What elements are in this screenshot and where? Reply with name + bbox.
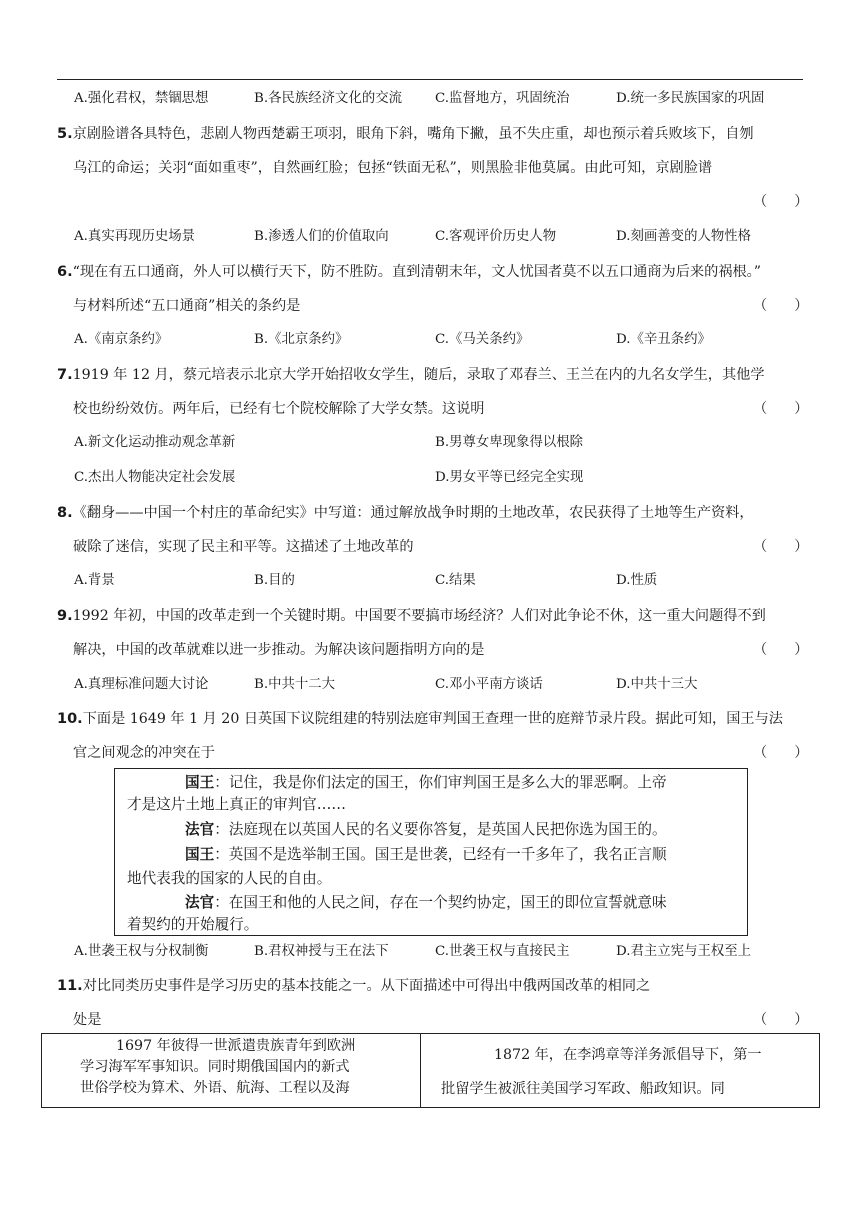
q10-option-b[interactable]: B.君权神授与王在法下 <box>254 944 389 959</box>
question-9-number: 9. <box>57 608 73 624</box>
q6-option-b[interactable]: B.《北京条约》 <box>254 332 349 347</box>
answer-blank-5[interactable]: （ ） <box>753 194 809 210</box>
dialogue-line-5: 地代表我的国家的人民的自由。 <box>127 870 332 887</box>
q7-option-a[interactable]: A.新文化运动推动观念革新 <box>74 435 236 450</box>
q7-option-b[interactable]: B.男尊女卑现象得以根除 <box>435 435 584 450</box>
prev-option-c[interactable]: C.监督地方，巩固统治 <box>435 91 570 106</box>
answer-blank-8[interactable]: （ ） <box>753 539 809 555</box>
question-8-line-2: 破除了迷信，实现了民主和平等。这描述了土地改革的 <box>73 539 414 555</box>
comparison-table <box>41 1033 820 1108</box>
question-6-line-2: 与材料所述“五口通商”相关的条约是 <box>73 298 301 314</box>
q10-option-c[interactable]: C.世袭王权与直接民主 <box>435 944 570 959</box>
trial-dialogue-box <box>114 768 748 936</box>
q5-option-c[interactable]: C.客观评价历史人物 <box>435 229 557 244</box>
dialogue-line-7: 着契约的开始履行。 <box>127 916 259 933</box>
dialogue-line-4: 国王：英国不是选举制王国。国王是世袭，已经有一千多年了，我名正言顺 <box>185 846 667 863</box>
q9-option-b[interactable]: B.中共十二大 <box>254 677 336 692</box>
q10-option-d[interactable]: D.君主立宪与王权至上 <box>616 944 752 959</box>
answer-blank-9[interactable]: （ ） <box>753 642 809 658</box>
prev-option-a[interactable]: A.强化君权，禁锢思想 <box>74 91 209 106</box>
question-7-number: 7. <box>57 367 73 383</box>
q7-option-d[interactable]: D.男女平等已经完全实现 <box>435 470 584 485</box>
speaker-king: 国王 <box>185 846 215 863</box>
dialogue-line-3: 法官：法庭现在以英国人民的名义要你答复，是英国人民把你选为国王的。 <box>185 821 667 838</box>
prev-option-b[interactable]: B.各民族经济文化的交流 <box>254 91 403 106</box>
question-7-line-1: 7.1919 年 12 月，蔡元培表示北京大学开始招收女学生，随后，录取了邓春兰、王兰在内的九名女学生，其他学 <box>57 367 765 383</box>
question-5-line-1: 5.京剧脸谱各具特色，悲剧人物西楚霸王项羽，眼角下斜，嘴角下撇，虽不失庄重，却也预示着兵败垓下，自刎 <box>57 126 754 142</box>
q8-option-a[interactable]: A.背景 <box>74 573 115 588</box>
question-10-line-1: 10.下面是 1649 年 1 月 20 日英国下议院组建的特别法庭审判国王查理一世的庭辩节录片段。据此可知，国王与法 <box>57 711 783 727</box>
question-9-line-2: 解决，中国的改革就难以进一步推动。为解决该问题指明方向的是 <box>73 642 485 658</box>
q7-option-c[interactable]: C.杰出人物能决定社会发展 <box>74 470 236 485</box>
speaker-king: 国王 <box>185 774 215 791</box>
question-9-line-1: 9.1992 年初，中国的改革走到一个关键时期。中国要不要搞市场经济？人们对此争论不休，这一重大问题得不到 <box>57 608 766 624</box>
china-cell-line-1: 1872 年，在李鸿章等洋务派倡导下，第一 <box>494 1047 762 1063</box>
q5-option-d[interactable]: D.刻画善变的人物性格 <box>616 229 752 244</box>
answer-blank-6[interactable]: （ ） <box>753 298 809 314</box>
q8-option-d[interactable]: D.性质 <box>616 573 658 588</box>
q6-option-d[interactable]: D.《辛丑条约》 <box>616 332 711 347</box>
q8-option-b[interactable]: B.目的 <box>254 573 295 588</box>
q6-option-c[interactable]: C.《马关条约》 <box>435 332 530 347</box>
q5-option-a[interactable]: A.真实再现历史场景 <box>74 229 196 244</box>
dialogue-line-6: 法官：在国王和他的人民之间，存在一个契约协定，国王的即位宣誓就意味 <box>185 894 667 911</box>
speaker-judge: 法官 <box>185 821 215 838</box>
question-6-line-1: 6.“现在有五口通商，外人可以横行天下，防不胜防。直到清朝末年，文人忧国者莫不以五口通商为后来的祸根。” <box>57 264 762 280</box>
question-10-number: 10. <box>57 711 83 727</box>
russia-cell-line-3: 世俗学校为算术、外语、航海、工程以及海 <box>80 1080 350 1096</box>
question-11-line-1: 11.对比同类历史事件是学习历史的基本技能之一。从下面描述中可得出中俄两国改革的相同之 <box>57 978 651 994</box>
question-10-line-2: 官之间观念的冲突在于 <box>73 745 215 761</box>
q10-option-a[interactable]: A.世袭王权与分权制衡 <box>74 944 209 959</box>
question-8-number: 8. <box>57 505 73 521</box>
russia-cell-line-2: 学习海军军事知识。同时期俄国国内的新式 <box>80 1059 350 1075</box>
q8-option-c[interactable]: C.结果 <box>435 573 476 588</box>
question-7-line-2: 校也纷纷效仿。两年后，已经有七个院校解除了大学女禁。这说明 <box>73 401 485 417</box>
question-6-number: 6. <box>57 264 73 280</box>
q9-option-c[interactable]: C.邓小平南方谈话 <box>435 677 543 692</box>
q9-option-a[interactable]: A.真理标准问题大讨论 <box>74 677 209 692</box>
speaker-judge: 法官 <box>185 894 215 911</box>
q6-option-a[interactable]: A.《南京条约》 <box>74 332 169 347</box>
question-5-line-2: 乌江的命运；关羽“面如重枣”，自然画红脸；包拯“铁面无私”，则黑脸非他莫属。由此可知，京剧脸谱 <box>73 160 713 176</box>
answer-blank-11[interactable]: （ ） <box>753 1012 809 1028</box>
china-cell-line-2: 批留学生被派往美国学习军政、船政知识。同 <box>441 1081 725 1097</box>
q9-option-d[interactable]: D.中共十三大 <box>616 677 698 692</box>
q5-option-b[interactable]: B.渗透人们的价值取向 <box>254 229 389 244</box>
table-divider <box>420 1034 421 1107</box>
question-5-number: 5. <box>57 126 73 142</box>
question-8-line-1: 8.《翻身——中国一个村庄的革命纪实》中写道：通过解放战争时期的土地改革，农民获得了土地等生产资料， <box>57 505 754 521</box>
dialogue-line-1: 国王：记住，我是你们法定的国王，你们审判国王是多么大的罪恶啊。上帝 <box>185 774 667 791</box>
dialogue-line-2: 才是这片土地上真正的审判官…… <box>127 796 346 813</box>
question-11-line-2: 处是 <box>73 1012 102 1028</box>
answer-blank-7[interactable]: （ ） <box>753 401 809 417</box>
header-rule <box>57 79 803 80</box>
question-11-number: 11. <box>57 978 83 994</box>
answer-blank-10[interactable]: （ ） <box>753 745 809 761</box>
prev-option-d[interactable]: D.统一多民族国家的巩固 <box>616 91 765 106</box>
russia-cell-line-1: 1697 年彼得一世派遣贵族青年到欧洲 <box>116 1038 356 1054</box>
